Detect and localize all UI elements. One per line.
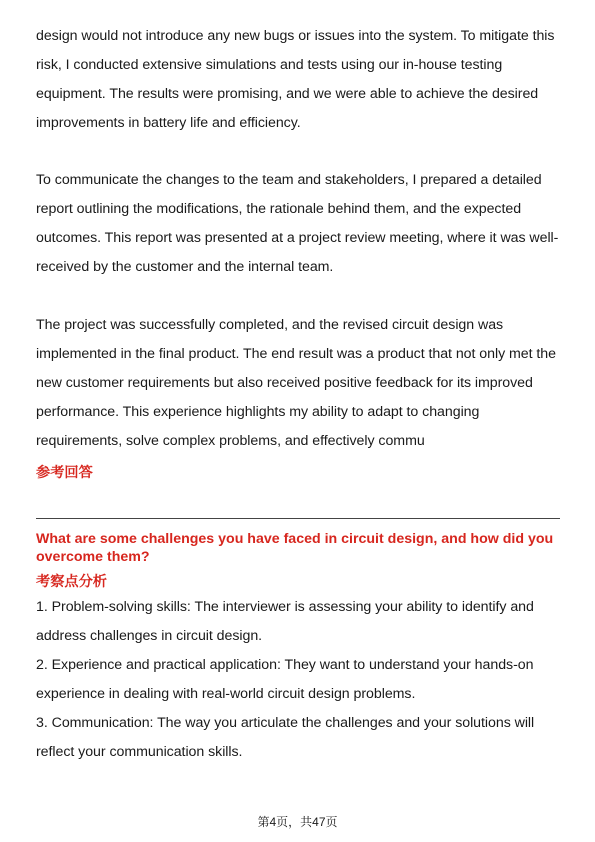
section-divider [36,518,560,519]
answer-paragraph-1: design would not introduce any new bugs or issues into the system. To mitigate this risk, I conducted extensive simulations and tests using our in-house testing equipment. The results were promising, and we were able to achieve the desired improvements in battery life and efficiency. [36,28,555,131]
page-content [36,22,560,767]
answer-paragraph-2: To communicate the changes to the team and stakeholders, I prepared a detailed report outlining the modifications, the rationale behind them, and the expected outcomes. This report was presented at a project review meeting, where it was well-received by the customer and the internal team. [36,172,559,275]
analysis-points-list [36,593,560,767]
analysis-point: 2. Experience and practical application: They want to understand your hands-on experience in dealing with real-world circuit design problems. [36,657,534,702]
analysis-point: 1. Problem-solving skills: The interviewer is assessing your ability to identify and address challenges in circuit design. [36,599,534,644]
answer-paragraph-3: The project was successfully completed, and the revised circuit design was implemented in the final product. The end result was a product that not only met the new customer requirements but also received positive feedback for its improved performance. This experience highlights my ability to adapt to changing requirements, solve complex problems, and effectively commu [36,317,556,449]
analysis-label: 考察点分析 [36,574,107,590]
analysis-point: 3. Communication: The way you articulate the challenges and your solutions will reflect your communication skills. [36,715,535,760]
reference-answer-label: 参考回答 [36,465,93,481]
question-heading: What are some challenges you have faced in circuit design, and how did you overcome them? [36,531,554,565]
page-number-footer: 第4页，共47页 [257,815,338,829]
